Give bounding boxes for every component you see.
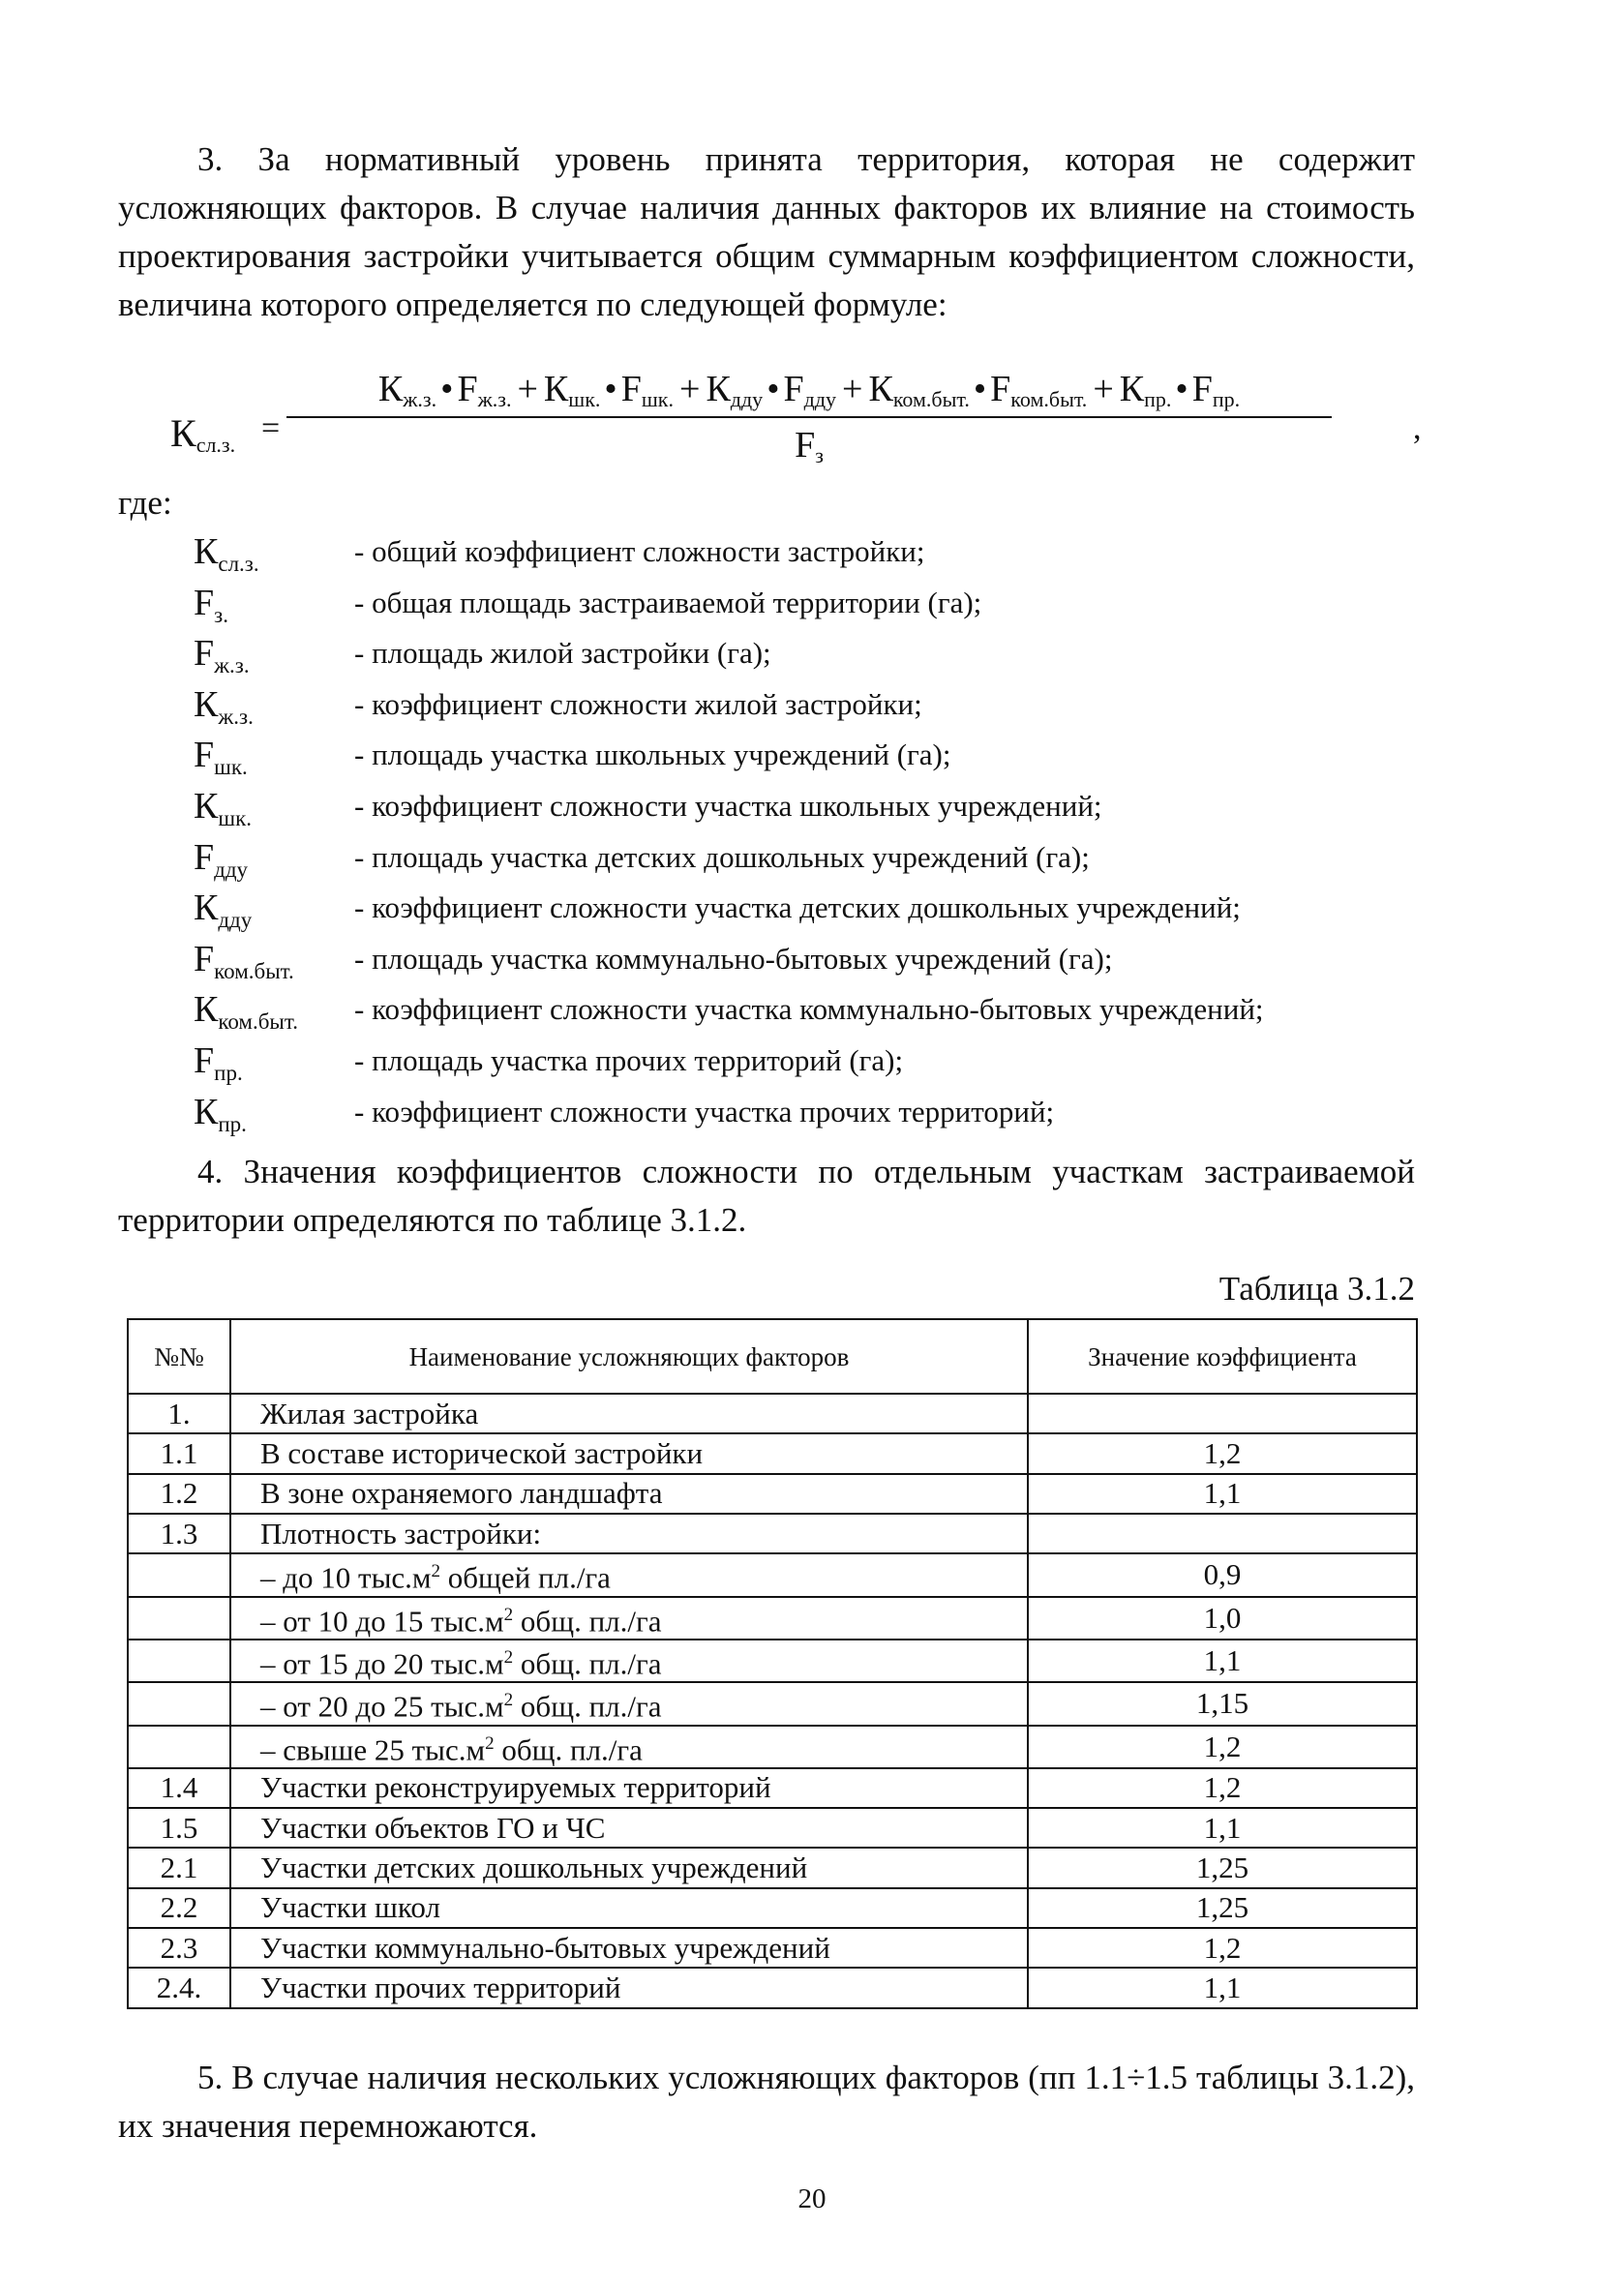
table-row: [128, 1640, 1417, 1682]
cell-num: 1.2: [128, 1474, 230, 1514]
legend-symbol-subscript: пр.: [214, 1060, 243, 1085]
legend-symbol-subscript: дду: [218, 908, 253, 933]
legend-symbol-main: К: [194, 531, 219, 572]
paragraph-5: 5. В случае наличия нескольких усложняющих факторов (пп 1.1÷1.5 таблицы 3.1.2), их значения перемножаются.: [118, 2059, 1415, 2145]
legend-row: [194, 1091, 1452, 1142]
table-row: [128, 1928, 1417, 1968]
legend-definition: - площадь участка детских дошкольных учреждений (га);: [354, 839, 1090, 874]
cell-name-text: Плотность застройки:: [260, 1516, 542, 1550]
legend-symbol-subscript: шк.: [214, 755, 248, 780]
cell-value: [1028, 1514, 1417, 1553]
formula-dot: •: [1175, 369, 1188, 409]
formula-k-subscript: ж.з.: [403, 387, 437, 411]
cell-num: [128, 1553, 230, 1596]
legend-symbol-main: К: [194, 888, 219, 929]
legend-definition: - коэффициент сложности участка школьных учреждений;: [354, 788, 1102, 823]
table-row: [128, 1394, 1417, 1433]
table-row: [128, 1808, 1417, 1848]
cell-name: [230, 1768, 1028, 1808]
cell-num: [128, 1597, 230, 1640]
cell-name: [230, 1553, 1028, 1596]
formula-lhs: $К_{сл.з.}$: [170, 411, 236, 457]
cell-num: 1.5: [128, 1808, 230, 1848]
cell-name-text: – от 10 до 15 тыс.м: [260, 1603, 504, 1638]
cell-value: 0,9: [1028, 1553, 1417, 1596]
table-row: [128, 1848, 1417, 1887]
formula-k-symbol: К: [706, 369, 731, 409]
cell-name: [230, 1394, 1028, 1433]
header-value: Значение коэффициента: [1028, 1319, 1417, 1394]
legend-symbol: [194, 836, 248, 883]
legend-row: [194, 632, 1452, 683]
legend-row: [194, 785, 1452, 836]
complexity-formula: [170, 368, 1429, 484]
legend-symbol-main: К: [194, 1091, 219, 1132]
cell-name: [230, 1968, 1028, 2007]
legend-symbol-main: F: [194, 735, 215, 776]
cell-name-text: В зоне охраняемого ландшафта: [260, 1476, 663, 1511]
cell-num: 2.2: [128, 1888, 230, 1928]
table-row: [128, 1888, 1417, 1928]
legend-definition: - площадь участка школьных учреждений (га);: [354, 737, 951, 772]
legend-row: [194, 1039, 1452, 1091]
cell-value: 1,2: [1028, 1726, 1417, 1768]
formula-f-subscript: шк.: [641, 387, 674, 411]
formula-k-symbol: К: [377, 369, 404, 409]
legend-row: [194, 988, 1452, 1039]
legend-symbol-main: F: [194, 1039, 215, 1081]
cell-num: [128, 1682, 230, 1725]
cell-name-text: Участки прочих территорий: [260, 1970, 621, 2004]
cell-name-suffix: общ. пл./га: [513, 1689, 662, 1724]
legend-definition: - коэффициент сложности участка коммунально-бытовых учреждений;: [354, 992, 1264, 1027]
formula-comma: ,: [1413, 410, 1422, 446]
table-header-row: [128, 1319, 1417, 1394]
legend-definition: - коэффициент сложности участка прочих территорий;: [354, 1094, 1055, 1128]
cell-name-suffix: общ. пл./га: [494, 1731, 643, 1766]
legend-symbol-subscript: пр.: [218, 1111, 247, 1136]
formula-denominator: $F_з$: [795, 425, 824, 467]
legend-symbol-subscript: ком.быт.: [214, 958, 294, 983]
cell-name-suffix: общей пл./га: [440, 1560, 611, 1595]
cell-value: 1,1: [1028, 1474, 1417, 1514]
legend-symbol-subscript: шк.: [218, 805, 252, 830]
legend-symbol-main: F: [194, 938, 215, 979]
cell-num: 2.3: [128, 1928, 230, 1968]
cell-name-superscript: 2: [503, 1604, 514, 1625]
cell-value: 1,25: [1028, 1848, 1417, 1887]
cell-name-text: – от 20 до 25 тыс.м: [260, 1689, 504, 1724]
legend-definition: - коэффициент сложности участка детских дошкольных учреждений;: [354, 890, 1241, 925]
cell-name-superscript: 2: [503, 1646, 514, 1668]
cell-num: [128, 1726, 230, 1768]
table-row: [128, 1553, 1417, 1596]
legend-symbol: [194, 683, 254, 730]
cell-name: [230, 1474, 1028, 1514]
formula-plus: +: [842, 369, 863, 409]
formula-f-symbol: F: [990, 369, 1011, 409]
cell-value: 1,2: [1028, 1768, 1417, 1808]
cell-name-suffix: общ. пл./га: [513, 1646, 662, 1681]
cell-num: 1.1: [128, 1433, 230, 1473]
table-row: [128, 1726, 1417, 1768]
formula-k-symbol: К: [1119, 369, 1145, 409]
legend-symbol: [194, 582, 228, 628]
table-row: [128, 1514, 1417, 1553]
cell-value: [1028, 1394, 1417, 1433]
formula-numerator: [286, 368, 1332, 412]
table-row: [128, 1474, 1417, 1514]
paragraph-3: 3. За нормативный уровень принята территория, которая не содержит усложняющих факторов. В случае наличия данных факторов их влияние на стоимость проектирования застройки учитывается общим суммарным коэффициентом сложности, величина которого определяется по следующей формуле:: [118, 140, 1415, 323]
legend-symbol-subscript: ком.быт.: [218, 1009, 298, 1035]
cell-num: 2.4.: [128, 1968, 230, 2007]
legend-symbol-subscript: дду: [214, 857, 249, 882]
where-label: где:: [118, 484, 172, 522]
formula-k-symbol: К: [868, 369, 893, 409]
formula-dot: •: [973, 369, 987, 409]
cell-name-text: – от 15 до 20 тыс.м: [260, 1646, 504, 1681]
legend-symbol-main: К: [194, 785, 219, 827]
legend-definition: - площадь жилой застройки (га);: [354, 636, 771, 671]
legend-row: [194, 887, 1452, 938]
cell-name-superscript: 2: [485, 1732, 495, 1754]
formula-k-subscript: ком.быт.: [892, 387, 970, 411]
cell-name-text: Участки детских дошкольных учреждений: [260, 1851, 808, 1885]
legend-symbol: [194, 1091, 247, 1137]
formula-f-symbol: F: [620, 369, 642, 409]
cell-name-superscript: 2: [431, 1561, 441, 1582]
formula-f-symbol: F: [1191, 369, 1213, 409]
formula-f-symbol: F: [457, 369, 478, 409]
legend-symbol: [194, 887, 252, 933]
header-num: №№: [128, 1319, 230, 1394]
cell-value: 1,1: [1028, 1640, 1417, 1682]
legend-symbol-subscript: ж.з.: [218, 704, 254, 729]
legend-symbol-main: К: [194, 683, 219, 725]
formula-k-subscript: шк.: [568, 387, 601, 411]
formula-f-subscript: пр.: [1212, 387, 1241, 411]
legend-row: [194, 734, 1452, 785]
legend-row: [194, 683, 1452, 735]
legend-definition: - коэффициент сложности жилой застройки;: [354, 686, 922, 721]
cell-name: [230, 1726, 1028, 1768]
legend-symbol: [194, 988, 298, 1035]
cell-value: 1,2: [1028, 1928, 1417, 1968]
cell-name-text: Участки коммунально-бытовых учреждений: [260, 1930, 830, 1965]
legend-symbol-subscript: сл.з.: [218, 552, 259, 576]
cell-name-text: – до 10 тыс.м: [260, 1560, 432, 1595]
complexity-table: [127, 1318, 1418, 2009]
cell-name: [230, 1514, 1028, 1553]
formula-k-symbol: К: [543, 369, 569, 409]
symbol-legend: [194, 530, 1452, 1141]
legend-symbol-main: F: [194, 836, 215, 878]
cell-name: [230, 1928, 1028, 1968]
legend-symbol: [194, 938, 294, 984]
cell-value: 1,1: [1028, 1968, 1417, 2007]
cell-name: [230, 1640, 1028, 1682]
cell-value: 1,25: [1028, 1888, 1417, 1928]
formula-k-subscript: пр.: [1144, 387, 1172, 411]
legend-symbol-subscript: з.: [214, 602, 228, 627]
cell-name: [230, 1597, 1028, 1640]
legend-row: [194, 836, 1452, 888]
cell-name-suffix: общ. пл./га: [513, 1603, 662, 1638]
table-row: [128, 1433, 1417, 1473]
legend-definition: - площадь участка коммунально-бытовых учреждений (га);: [354, 941, 1113, 976]
legend-symbol-main: F: [194, 582, 215, 623]
cell-value: 1,15: [1028, 1682, 1417, 1725]
header-name: Наименование усложняющих факторов: [230, 1319, 1028, 1394]
cell-value: 1,0: [1028, 1597, 1417, 1640]
legend-symbol: [194, 530, 259, 577]
formula-k-subscript: дду: [730, 387, 764, 411]
paragraph-4: 4. Значения коэффициентов сложности по отдельным участкам застраиваемой территории определяются по таблице 3.1.2.: [118, 1153, 1415, 1239]
legend-row: [194, 938, 1452, 989]
cell-num: [128, 1640, 230, 1682]
cell-name-text: Участки школ: [260, 1890, 440, 1925]
table-row: [128, 1597, 1417, 1640]
legend-definition: - общая площадь застраиваемой территории (га);: [354, 585, 982, 619]
formula-dot: •: [604, 369, 617, 409]
formula-plus: +: [1093, 369, 1114, 409]
legend-row: [194, 582, 1452, 633]
cell-value: 1,1: [1028, 1808, 1417, 1848]
legend-symbol-subscript: ж.з.: [214, 653, 250, 678]
formula-dot: •: [440, 369, 454, 409]
cell-name-text: Участки реконструируемых территорий: [260, 1770, 771, 1805]
legend-definition: - площадь участка прочих территорий (га);: [354, 1042, 904, 1077]
legend-symbol: [194, 785, 252, 831]
formula-f-symbol: F: [783, 369, 804, 409]
table-caption: Таблица 3.1.2: [1218, 1270, 1415, 1308]
legend-symbol: [194, 632, 250, 678]
formula-dot: •: [767, 369, 780, 409]
formula-fraction-bar: [286, 416, 1332, 418]
formula-f-subscript: ж.з.: [477, 387, 512, 411]
cell-name-text: В составе исторической застройки: [260, 1435, 704, 1470]
formula-f-subscript: дду: [803, 387, 837, 411]
cell-name-text: Участки объектов ГО и ЧС: [260, 1810, 606, 1845]
formula-plus: +: [679, 369, 701, 409]
cell-num: 1.: [128, 1394, 230, 1433]
legend-row: [194, 530, 1452, 582]
legend-definition: - общий коэффициент сложности застройки;: [354, 534, 925, 568]
cell-name: [230, 1848, 1028, 1887]
table-row: [128, 1768, 1417, 1808]
table-row: [128, 1682, 1417, 1725]
cell-name: [230, 1808, 1028, 1848]
cell-value: 1,2: [1028, 1433, 1417, 1473]
cell-num: 2.1: [128, 1848, 230, 1887]
legend-symbol: [194, 1039, 243, 1086]
cell-num: 1.4: [128, 1768, 230, 1808]
cell-name-text: Жилая застройка: [260, 1396, 479, 1430]
formula-equals: =: [261, 410, 281, 446]
legend-symbol: [194, 734, 248, 780]
cell-name-text: – свыше 25 тыс.м: [260, 1731, 486, 1766]
table-body: [128, 1394, 1417, 2008]
formula-plus: +: [517, 369, 538, 409]
table-row: [128, 1968, 1417, 2007]
page-number: 20: [797, 2183, 827, 2214]
legend-symbol-main: К: [194, 989, 219, 1031]
cell-name-superscript: 2: [503, 1690, 514, 1711]
cell-name: [230, 1888, 1028, 1928]
cell-name: [230, 1682, 1028, 1725]
cell-num: 1.3: [128, 1514, 230, 1553]
cell-name: [230, 1433, 1028, 1473]
legend-symbol-main: F: [194, 633, 215, 675]
formula-f-subscript: ком.быт.: [1010, 387, 1088, 411]
